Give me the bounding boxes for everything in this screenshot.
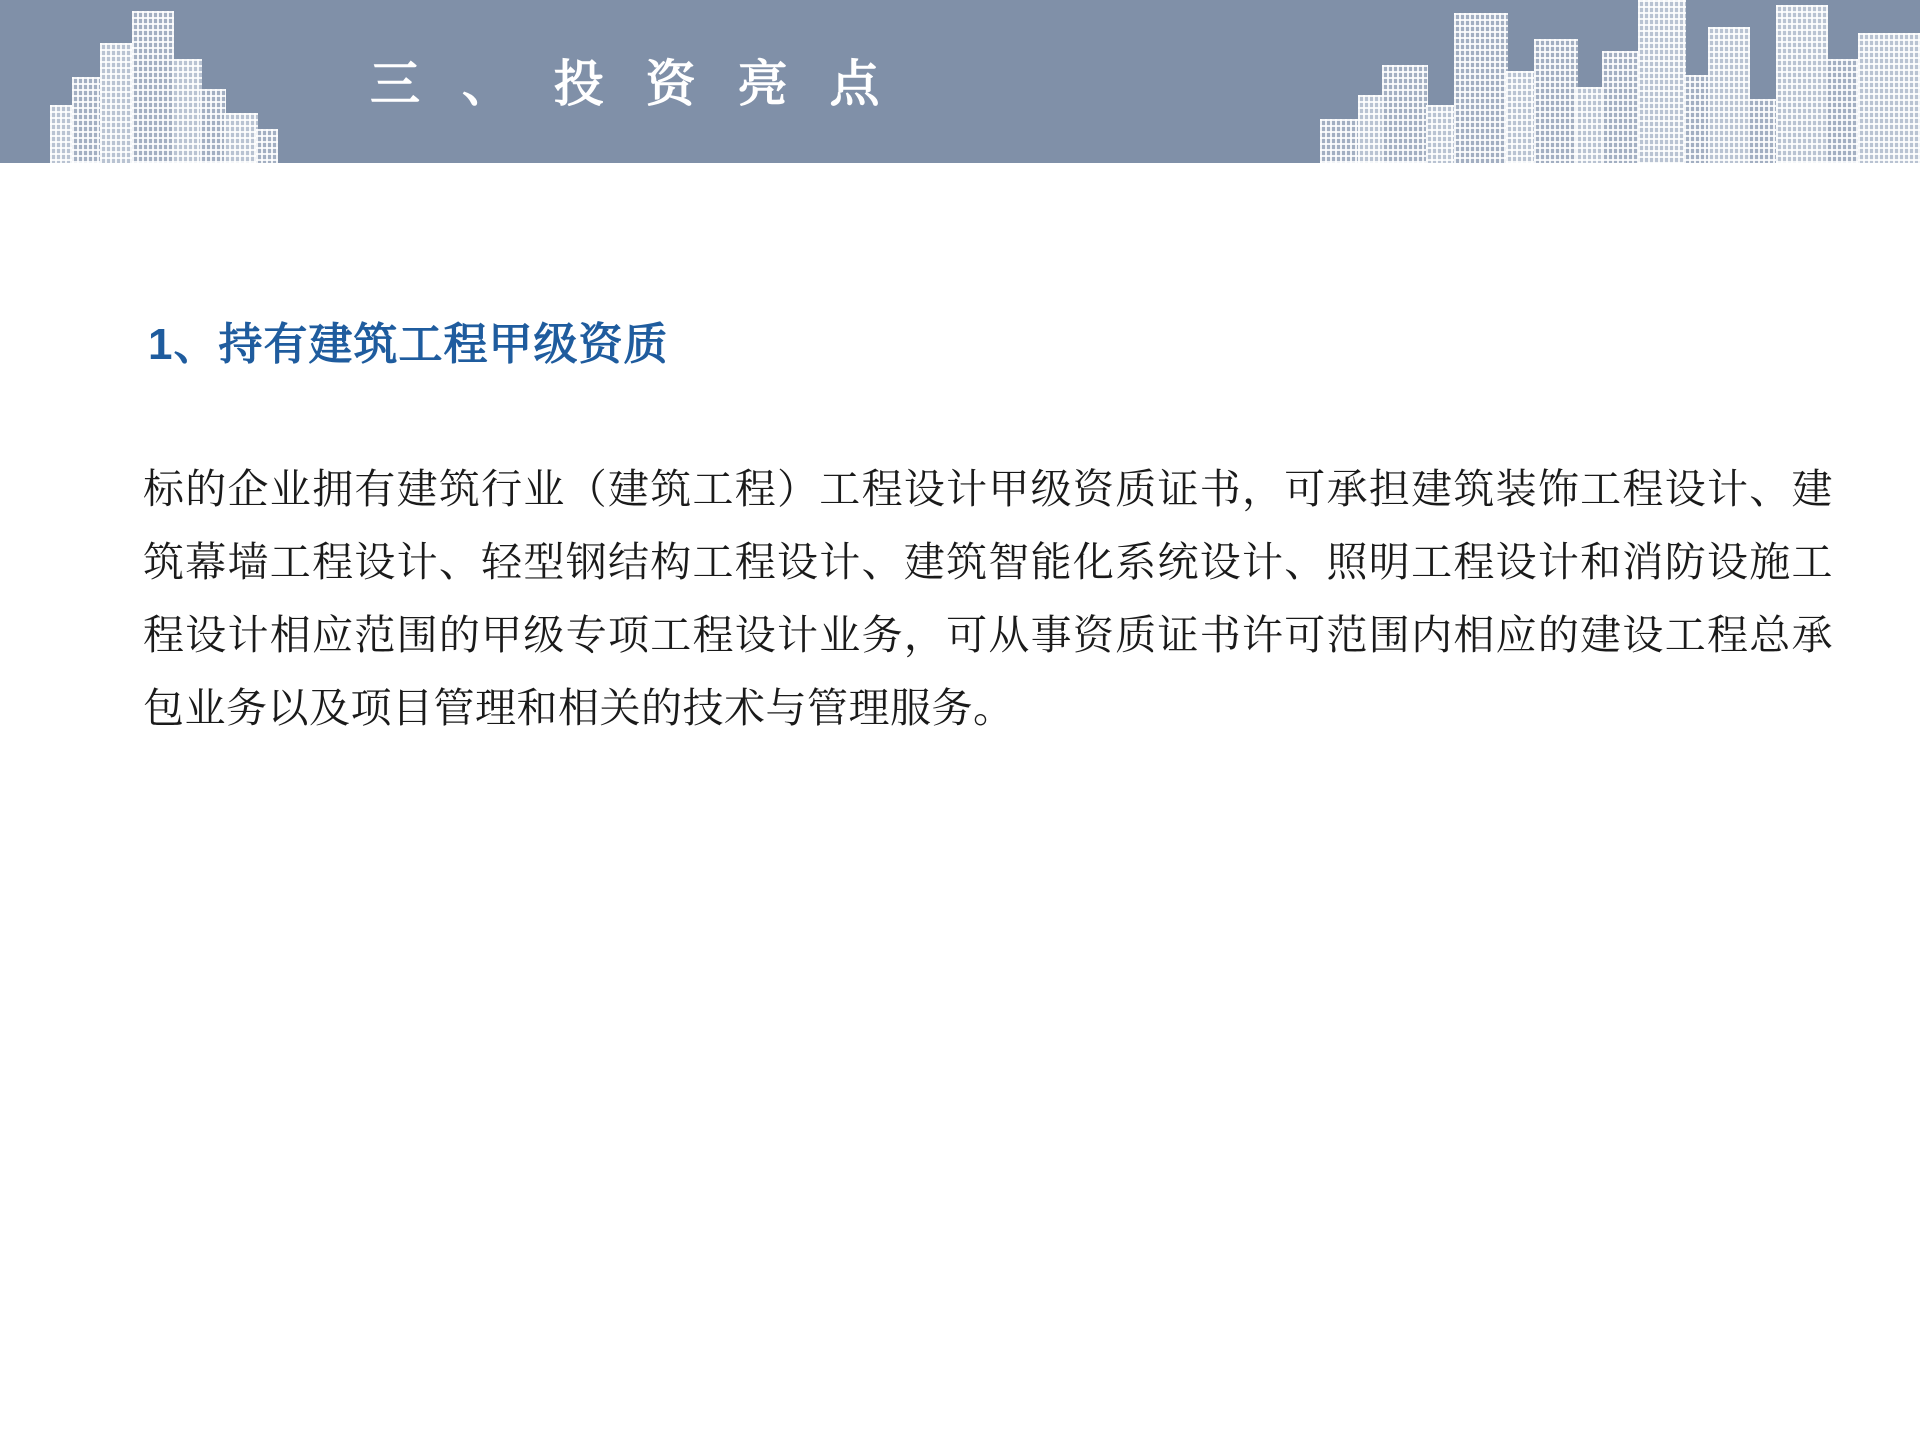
- slide-header-band: [0, 0, 1920, 163]
- city-skyline-right: [1320, 0, 1920, 163]
- building-icon: [1454, 13, 1508, 163]
- building-icon: [72, 77, 102, 163]
- building-icon: [100, 43, 134, 163]
- section-subheading: 1、持有建筑工程甲级资质: [148, 320, 669, 369]
- page-title: 三 、 投 资 亮 点: [370, 56, 894, 112]
- building-icon: [1776, 5, 1828, 163]
- body-paragraph: 标的企业拥有建筑行业（建筑工程）工程设计甲级资质证书，可承担建筑装饰工程设计、建筑幕墙工程设计、轻型钢结构工程设计、建筑智能化系统设计、照明工程设计和消防设施工程设计相应范围的甲级专项工程设计业务，可从事资质证书许可范围内相应的建设工程总承包业务以及项目管理和相关的技术与管理服务。: [143, 466, 1833, 731]
- building-icon: [1534, 39, 1578, 163]
- building-icon: [1506, 71, 1536, 163]
- building-icon: [1826, 59, 1860, 163]
- city-skyline-left: [50, 0, 310, 163]
- building-icon: [1638, 0, 1686, 163]
- building-icon: [1858, 33, 1920, 163]
- building-icon: [132, 11, 174, 163]
- building-icon: [1748, 99, 1778, 163]
- building-icon: [1576, 87, 1604, 163]
- building-icon: [224, 113, 258, 163]
- building-icon: [1358, 95, 1384, 163]
- building-icon: [1426, 105, 1456, 163]
- building-icon: [1382, 65, 1428, 163]
- building-icon: [1602, 51, 1640, 163]
- building-icon: [1684, 75, 1710, 163]
- building-icon: [200, 89, 226, 163]
- building-icon: [172, 59, 202, 163]
- building-icon: [1708, 27, 1750, 163]
- building-icon: [1320, 119, 1360, 163]
- building-icon: [256, 129, 278, 163]
